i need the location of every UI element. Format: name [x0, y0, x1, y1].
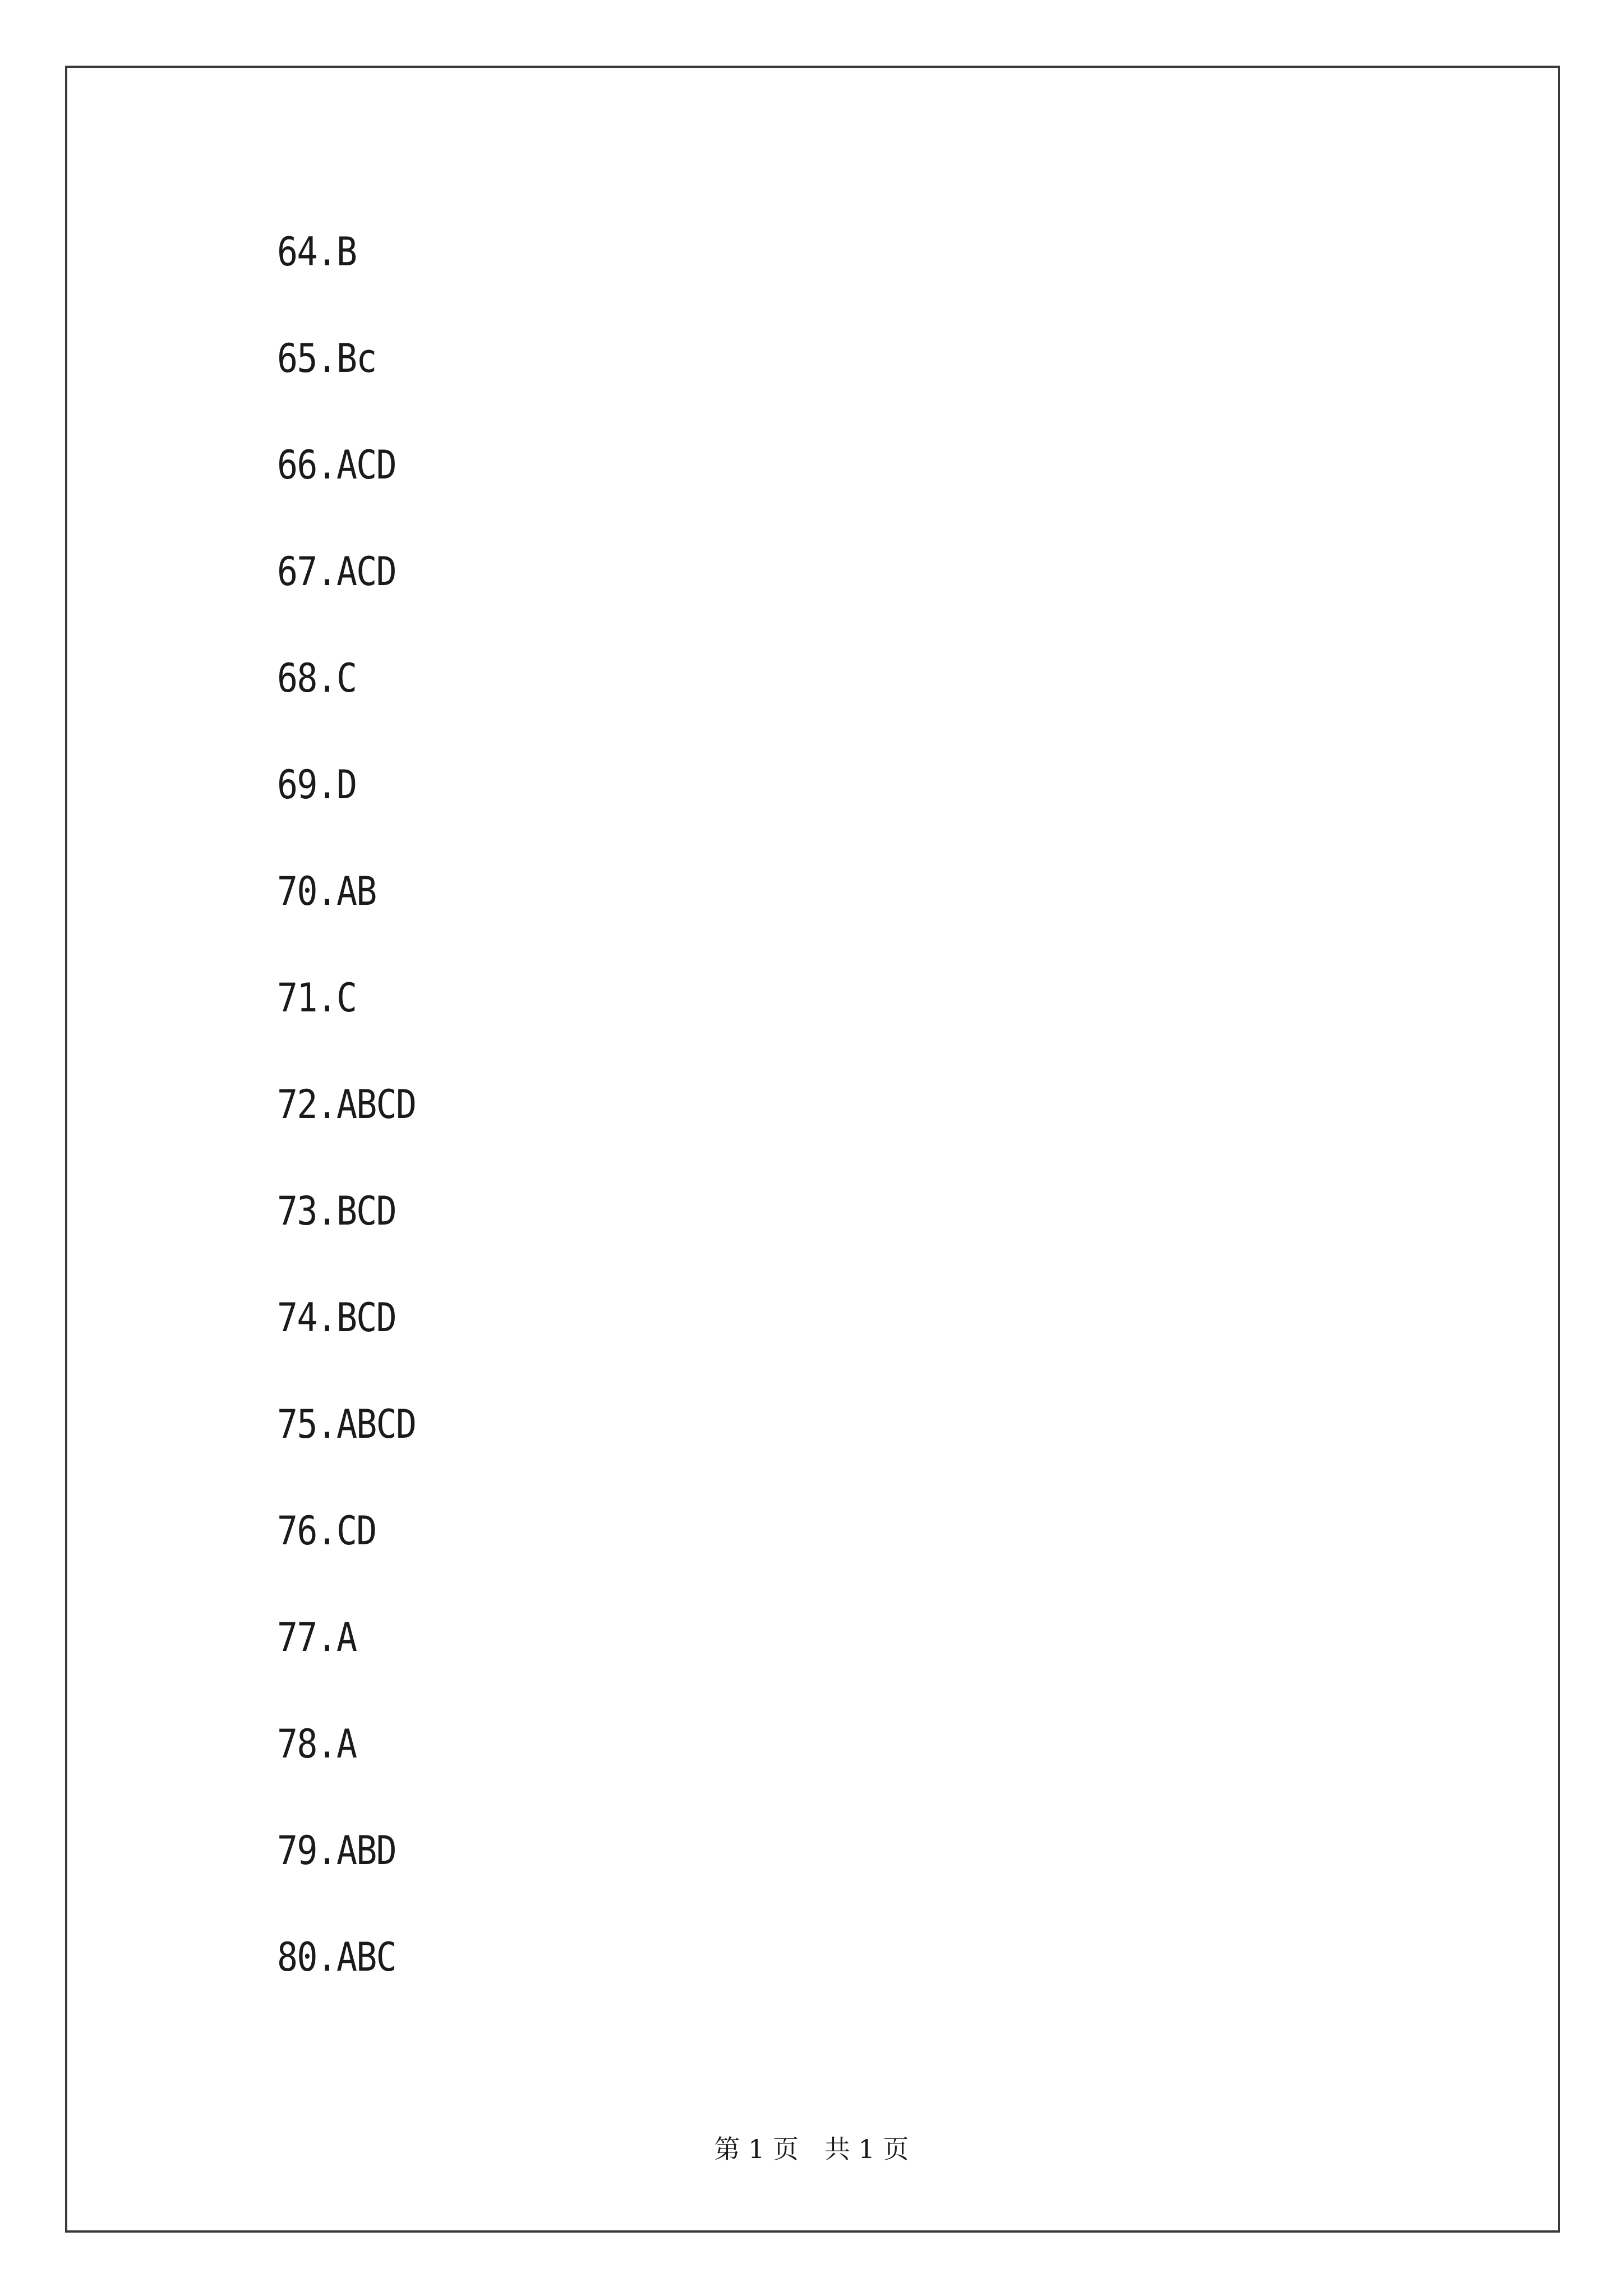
- answer-76: 76.CD: [277, 1508, 376, 1554]
- answer-68: 68.C: [277, 655, 357, 701]
- answer-70: 70.AB: [277, 868, 376, 914]
- page-number-footer: 第 1 页 共 1 页: [714, 2134, 909, 2164]
- answer-66: 66.ACD: [277, 442, 396, 488]
- answer-79: 79.ABD: [277, 1828, 396, 1874]
- answer-64: 64.B: [277, 229, 357, 275]
- answer-73: 73.BCD: [277, 1188, 396, 1234]
- answer-78: 78.A: [277, 1721, 357, 1767]
- answer-65: 65.Bc: [277, 335, 376, 381]
- answer-list: [277, 216, 435, 2028]
- answer-80: 80.ABC: [277, 1934, 396, 1980]
- answer-77: 77.A: [277, 1614, 357, 1660]
- answer-69: 69.D: [277, 762, 357, 808]
- answer-67: 67.ACD: [277, 549, 396, 595]
- answer-72: 72.ABCD: [277, 1082, 416, 1128]
- answer-71: 71.C: [277, 975, 357, 1021]
- answer-75: 75.ABCD: [277, 1401, 416, 1447]
- answer-74: 74.BCD: [277, 1295, 396, 1341]
